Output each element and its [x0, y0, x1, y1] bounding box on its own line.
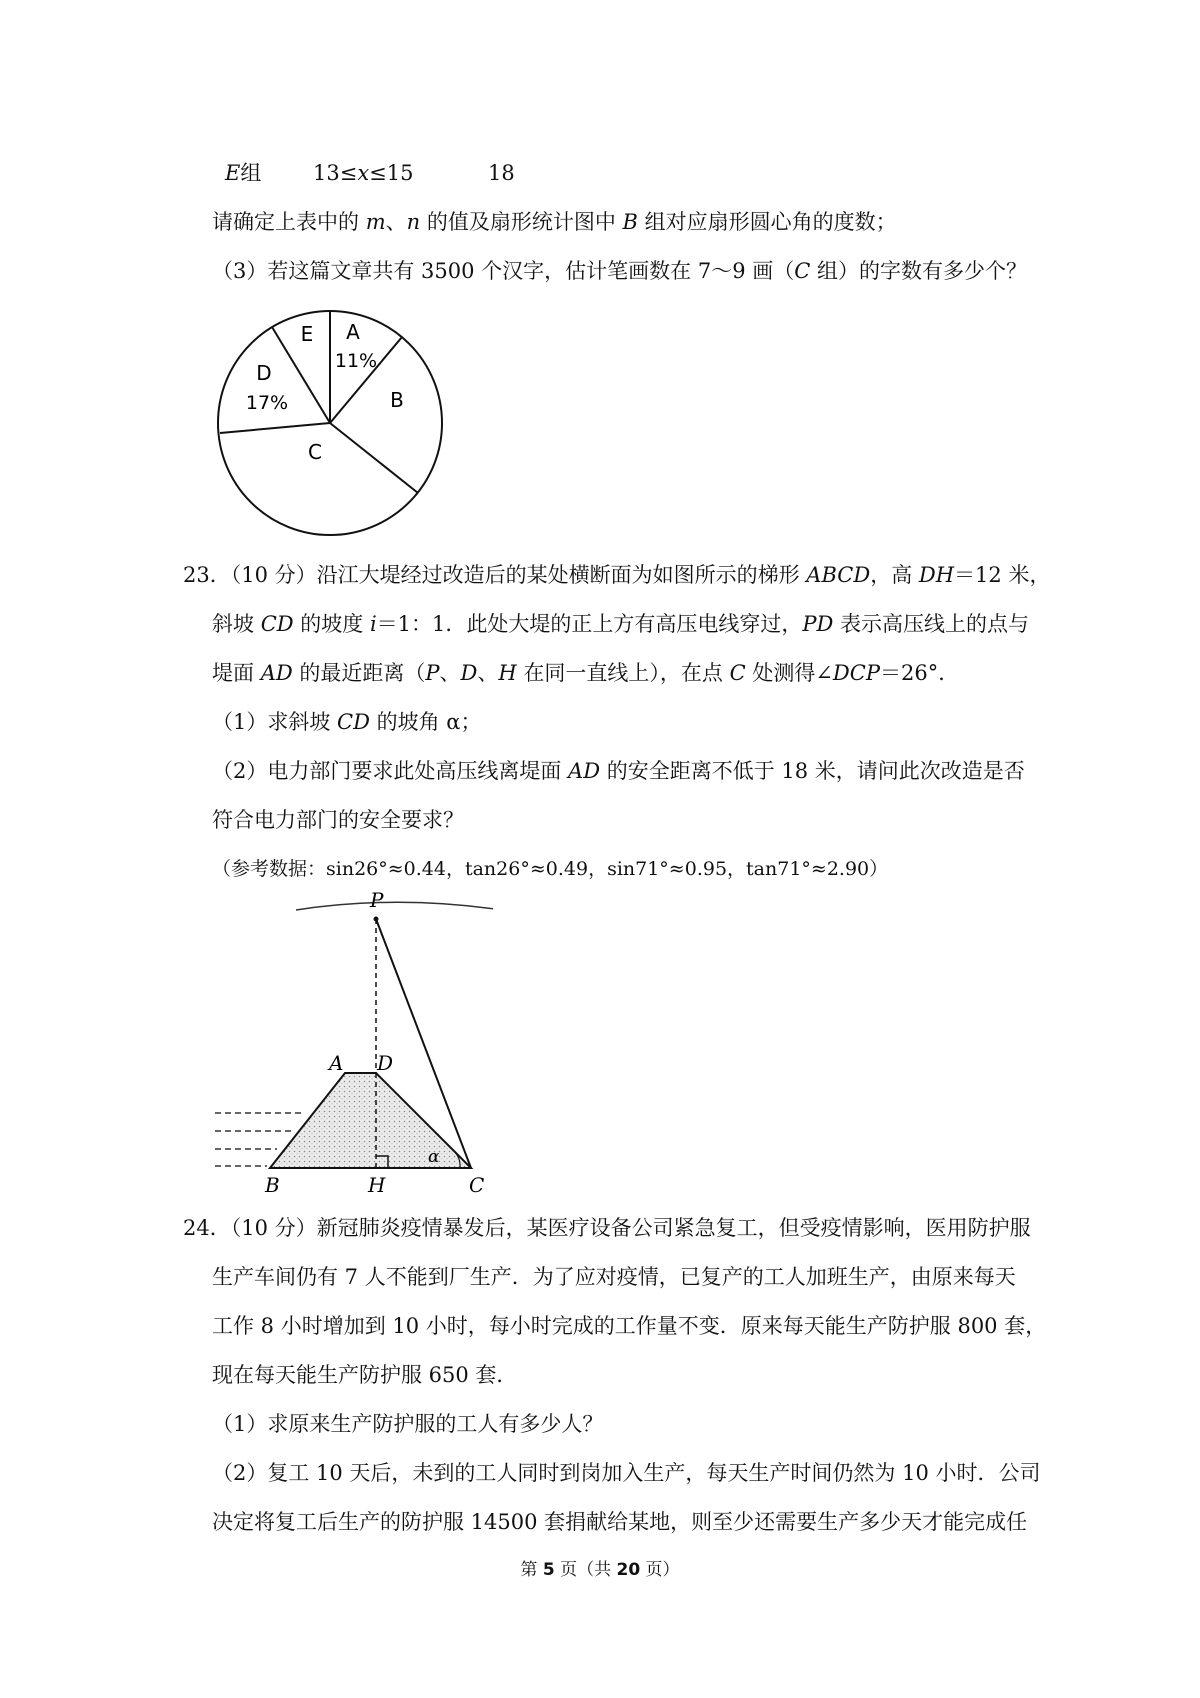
pie-label-c: C [308, 440, 322, 464]
q23-part2: （2）电力部门要求此处高压线离堤面 AD 的安全距离不低于 18 米，请问此次改造是否 [212, 759, 1025, 783]
pie-label-a: A [346, 320, 360, 344]
label-p: P [370, 888, 384, 912]
table-count: 18 [488, 161, 515, 185]
table-row-e [225, 158, 261, 188]
q23-part1: （1）求斜坡 CD 的坡角 α； [212, 710, 482, 734]
table-range: 13≤x≤15 [313, 161, 414, 185]
q24-part1: （1）求原来生产防护服的工人有多少人？ [212, 1412, 604, 1436]
q24-line3: 工作 8 小时增加到 10 小时，每小时完成的工作量不变．原来每天能生产防护服 800 套， [212, 1314, 1047, 1338]
pie-chart [213, 305, 453, 545]
point-p [374, 917, 379, 922]
q23-line2: 斜坡 CD 的坡度 i＝1：1．此处大堤的正上方有高压电线穿过，PD 表示高压线上的点与 [212, 612, 1030, 636]
label-alpha: α [428, 1147, 440, 1167]
label-c: C [469, 1173, 485, 1197]
page-number: 5 [542, 1560, 555, 1580]
q22-part2: 请确定上表中的 m、n 的值及扇形统计图中 B 组对应扇形圆心角的度数； [212, 210, 897, 234]
q24-line2: 生产车间仍有 7 人不能到厂生产．为了应对疫情，已复产的工人加班生产，由原来每天 [212, 1265, 1016, 1289]
label-b: B [265, 1173, 280, 1197]
q23-line1: 23．（10 分）沿江大堤经过改造后的某处横断面为如图所示的梯形 ABCD，高 DH＝12 米， [183, 563, 1051, 587]
label-d: D [377, 1051, 394, 1075]
power-line [296, 902, 493, 910]
q24-line4: 现在每天能生产防护服 650 套． [212, 1363, 518, 1387]
q23-line3: 堤面 AD 的最近距离（P、D、H 在同一直线上），在点 C 处测得∠DCP＝26°． [212, 661, 960, 685]
pie-label-b: B [390, 388, 404, 412]
q23-part2-cont: 符合电力部门的安全要求？ [212, 808, 464, 832]
q23-reference: （参考数据：sin26°≈0.44，tan26°≈0.49，sin71°≈0.95，tan71°≈2.90） [212, 858, 889, 880]
page-footer: 第 5 页（共 20 页） [520, 1560, 680, 1580]
q24-part2-line2: 决定将复工后生产的防护服 14500 套捐献给某地，则至少还需要生产多少天才能完成任 [212, 1510, 1028, 1534]
pie-label-e: E [300, 322, 314, 346]
label-a: A [329, 1051, 344, 1075]
pie-divider-c-d [220, 423, 330, 433]
pie-label-d: D [256, 361, 272, 385]
label-h: H [368, 1173, 386, 1197]
group-suffix: 组 [240, 161, 262, 185]
page-total: 20 [616, 1560, 641, 1580]
pie-label-d-pct: 17% [245, 392, 289, 414]
dam-diagram [213, 880, 493, 1200]
pie-divider-b-c [330, 423, 418, 493]
group-letter: E [225, 161, 241, 185]
q24-part2-line1: （2）复工 10 天后，未到的工人同时到岗加入生产，每天生产时间仍然为 10 小时．公司 [212, 1461, 1041, 1485]
q24-line1: 24．（10 分）新冠肺炎疫情暴发后，某医疗设备公司紧急复工，但受疫情影响，医用防护服 [183, 1216, 1031, 1240]
pie-label-a-pct: 11% [334, 350, 378, 372]
q22-part3: （3）若这篇文章共有 3500 个汉字，估计笔画数在 7～9 画（C 组）的字数有多少个？ [212, 259, 1027, 283]
